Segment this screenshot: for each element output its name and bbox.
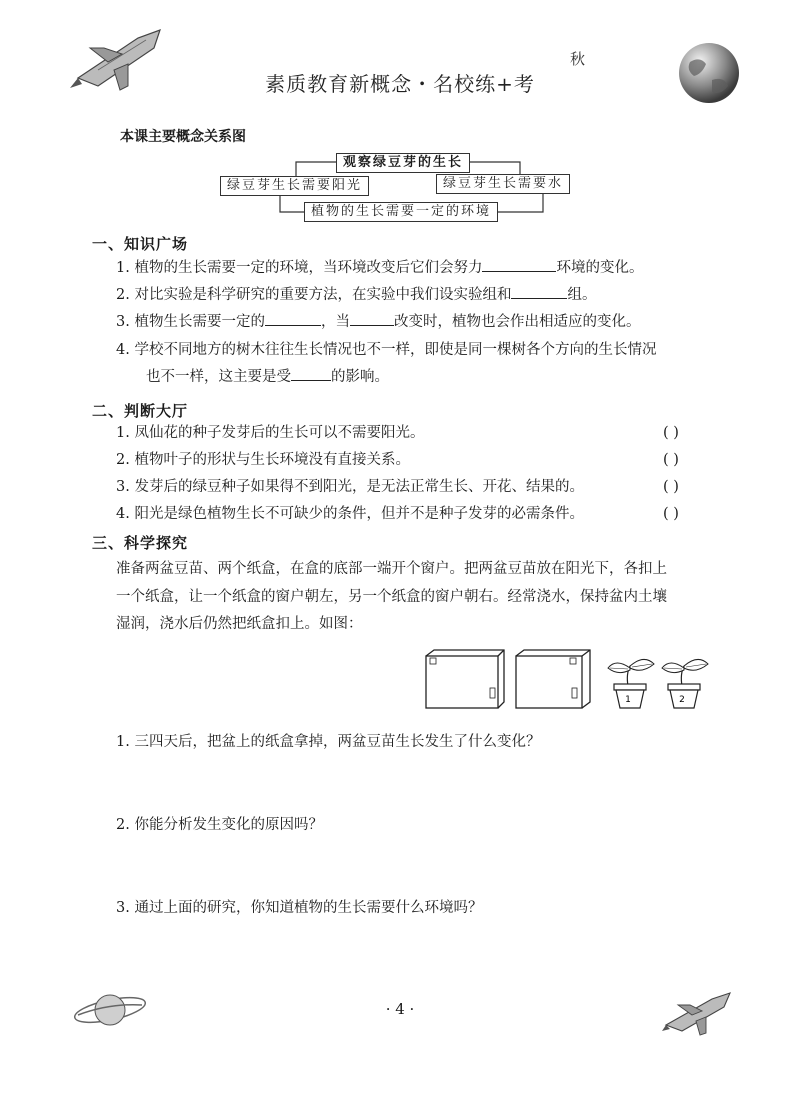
explore-question-3 bbox=[116, 897, 482, 919]
concept-root-box: 观察绿豆芽的生长 bbox=[336, 153, 470, 173]
section-3-heading: 三、科学探究 bbox=[92, 534, 189, 552]
pot-label: 2 bbox=[679, 695, 685, 705]
answer-parentheses[interactable]: ( ) bbox=[663, 425, 679, 441]
question-1-1 bbox=[116, 257, 643, 279]
question-text: 对比实验是科学研究的重要方法，在实验中我们设实验组和 bbox=[134, 287, 512, 303]
space-shuttle-icon bbox=[662, 985, 734, 1037]
answer-blank[interactable] bbox=[350, 311, 394, 326]
judge-item-2 bbox=[116, 449, 410, 471]
concept-left-box: 绿豆芽生长需要阳光 bbox=[220, 176, 369, 196]
explore-question-1 bbox=[116, 731, 540, 753]
question-text: ，当 bbox=[320, 314, 350, 330]
experiment-paragraph-line: 湿润，浇水后仍然把纸盒扣上。如图： bbox=[116, 616, 363, 632]
question-1-4 bbox=[116, 339, 656, 361]
question-number: 3. bbox=[116, 314, 130, 330]
planet-icon bbox=[70, 985, 150, 1035]
question-number: 1. bbox=[116, 734, 130, 750]
question-text: 植物叶子的形状与生长环境没有直接关系。 bbox=[134, 452, 410, 468]
question-text: 环境的变化。 bbox=[556, 260, 644, 276]
question-1-3 bbox=[116, 311, 640, 333]
question-number: 1. bbox=[116, 260, 130, 276]
answer-blank[interactable] bbox=[511, 284, 567, 299]
pot-label: 1 bbox=[625, 695, 631, 705]
concept-right-box: 绿豆芽生长需要水 bbox=[436, 174, 570, 194]
question-text: 组。 bbox=[567, 287, 597, 303]
question-number: 3. bbox=[116, 900, 130, 916]
question-number: 2. bbox=[116, 452, 130, 468]
question-number: 1. bbox=[116, 425, 130, 441]
question-1-2 bbox=[116, 284, 596, 306]
question-text: 通过上面的研究，你知道植物的生长需要什么环境吗？ bbox=[134, 900, 483, 916]
concept-map-title: 本课主要概念关系图 bbox=[120, 129, 246, 145]
answer-parentheses[interactable]: ( ) bbox=[663, 452, 679, 468]
question-text: 植物的生长需要一定的环境，当环境改变后它们会努力 bbox=[134, 260, 483, 276]
question-1-4-cont bbox=[146, 366, 389, 388]
paper-box-icon bbox=[426, 650, 504, 708]
question-number: 3. bbox=[116, 479, 130, 495]
question-number: 2. bbox=[116, 287, 130, 303]
question-text: 三四天后，把盆上的纸盒拿掉，两盆豆苗生长发生了什么变化？ bbox=[134, 734, 541, 750]
question-text: 你能分析发生变化的原因吗？ bbox=[134, 817, 323, 833]
question-text: 也不一样，这主要是受 bbox=[146, 369, 291, 385]
question-text: 植物生长需要一定的 bbox=[134, 314, 265, 330]
season-label: 秋 bbox=[570, 50, 586, 68]
plant-pot-icon bbox=[662, 659, 708, 708]
explore-question-2 bbox=[116, 814, 323, 836]
section-1-heading: 一、知识广场 bbox=[92, 235, 189, 253]
page-number: · 4 · bbox=[385, 1000, 415, 1018]
answer-blank[interactable] bbox=[291, 366, 331, 381]
question-number: 4. bbox=[116, 506, 130, 522]
concept-bottom-box: 植物的生长需要一定的环境 bbox=[304, 202, 498, 222]
experiment-paragraph-line: 准备两盆豆苗、两个纸盒，在盒的底部一端开个窗户。把两盆豆苗放在阳光下，各扣上 bbox=[116, 561, 667, 577]
judge-item-1 bbox=[116, 422, 424, 444]
section-2-heading: 二、判断大厅 bbox=[92, 402, 189, 420]
answer-parentheses[interactable]: ( ) bbox=[663, 479, 679, 495]
judge-item-4 bbox=[116, 503, 584, 525]
question-text: 凤仙花的种子发芽后的生长可以不需要阳光。 bbox=[134, 425, 425, 441]
experiment-illustration bbox=[420, 648, 720, 714]
question-text: 改变时，植物也会作出相适应的变化。 bbox=[393, 314, 641, 330]
answer-blank[interactable] bbox=[482, 257, 556, 272]
page-header-title: 素质教育新概念・名校练+考 bbox=[265, 72, 535, 96]
answer-parentheses[interactable]: ( ) bbox=[663, 506, 679, 522]
question-text: 发芽后的绿豆种子如果得不到阳光，是无法正常生长、开花、结果的。 bbox=[134, 479, 584, 495]
answer-blank[interactable] bbox=[265, 311, 321, 326]
plant-pot-icon bbox=[608, 659, 654, 708]
question-text: 阳光是绿色植物生长不可缺少的条件，但并不是种子发芽的必需条件。 bbox=[134, 506, 584, 522]
experiment-paragraph-line: 一个纸盒，让一个纸盒的窗户朝左，另一个纸盒的窗户朝右。经常浇水，保持盆内土壤 bbox=[116, 589, 667, 605]
question-number: 4. bbox=[116, 342, 130, 358]
judge-item-3 bbox=[116, 476, 584, 498]
paper-box-icon bbox=[516, 650, 590, 708]
question-text: 的影响。 bbox=[331, 369, 389, 385]
question-text: 学校不同地方的树木往往生长情况也不一样，即使是同一棵树各个方向的生长情况 bbox=[134, 342, 657, 358]
question-number: 2. bbox=[116, 817, 130, 833]
